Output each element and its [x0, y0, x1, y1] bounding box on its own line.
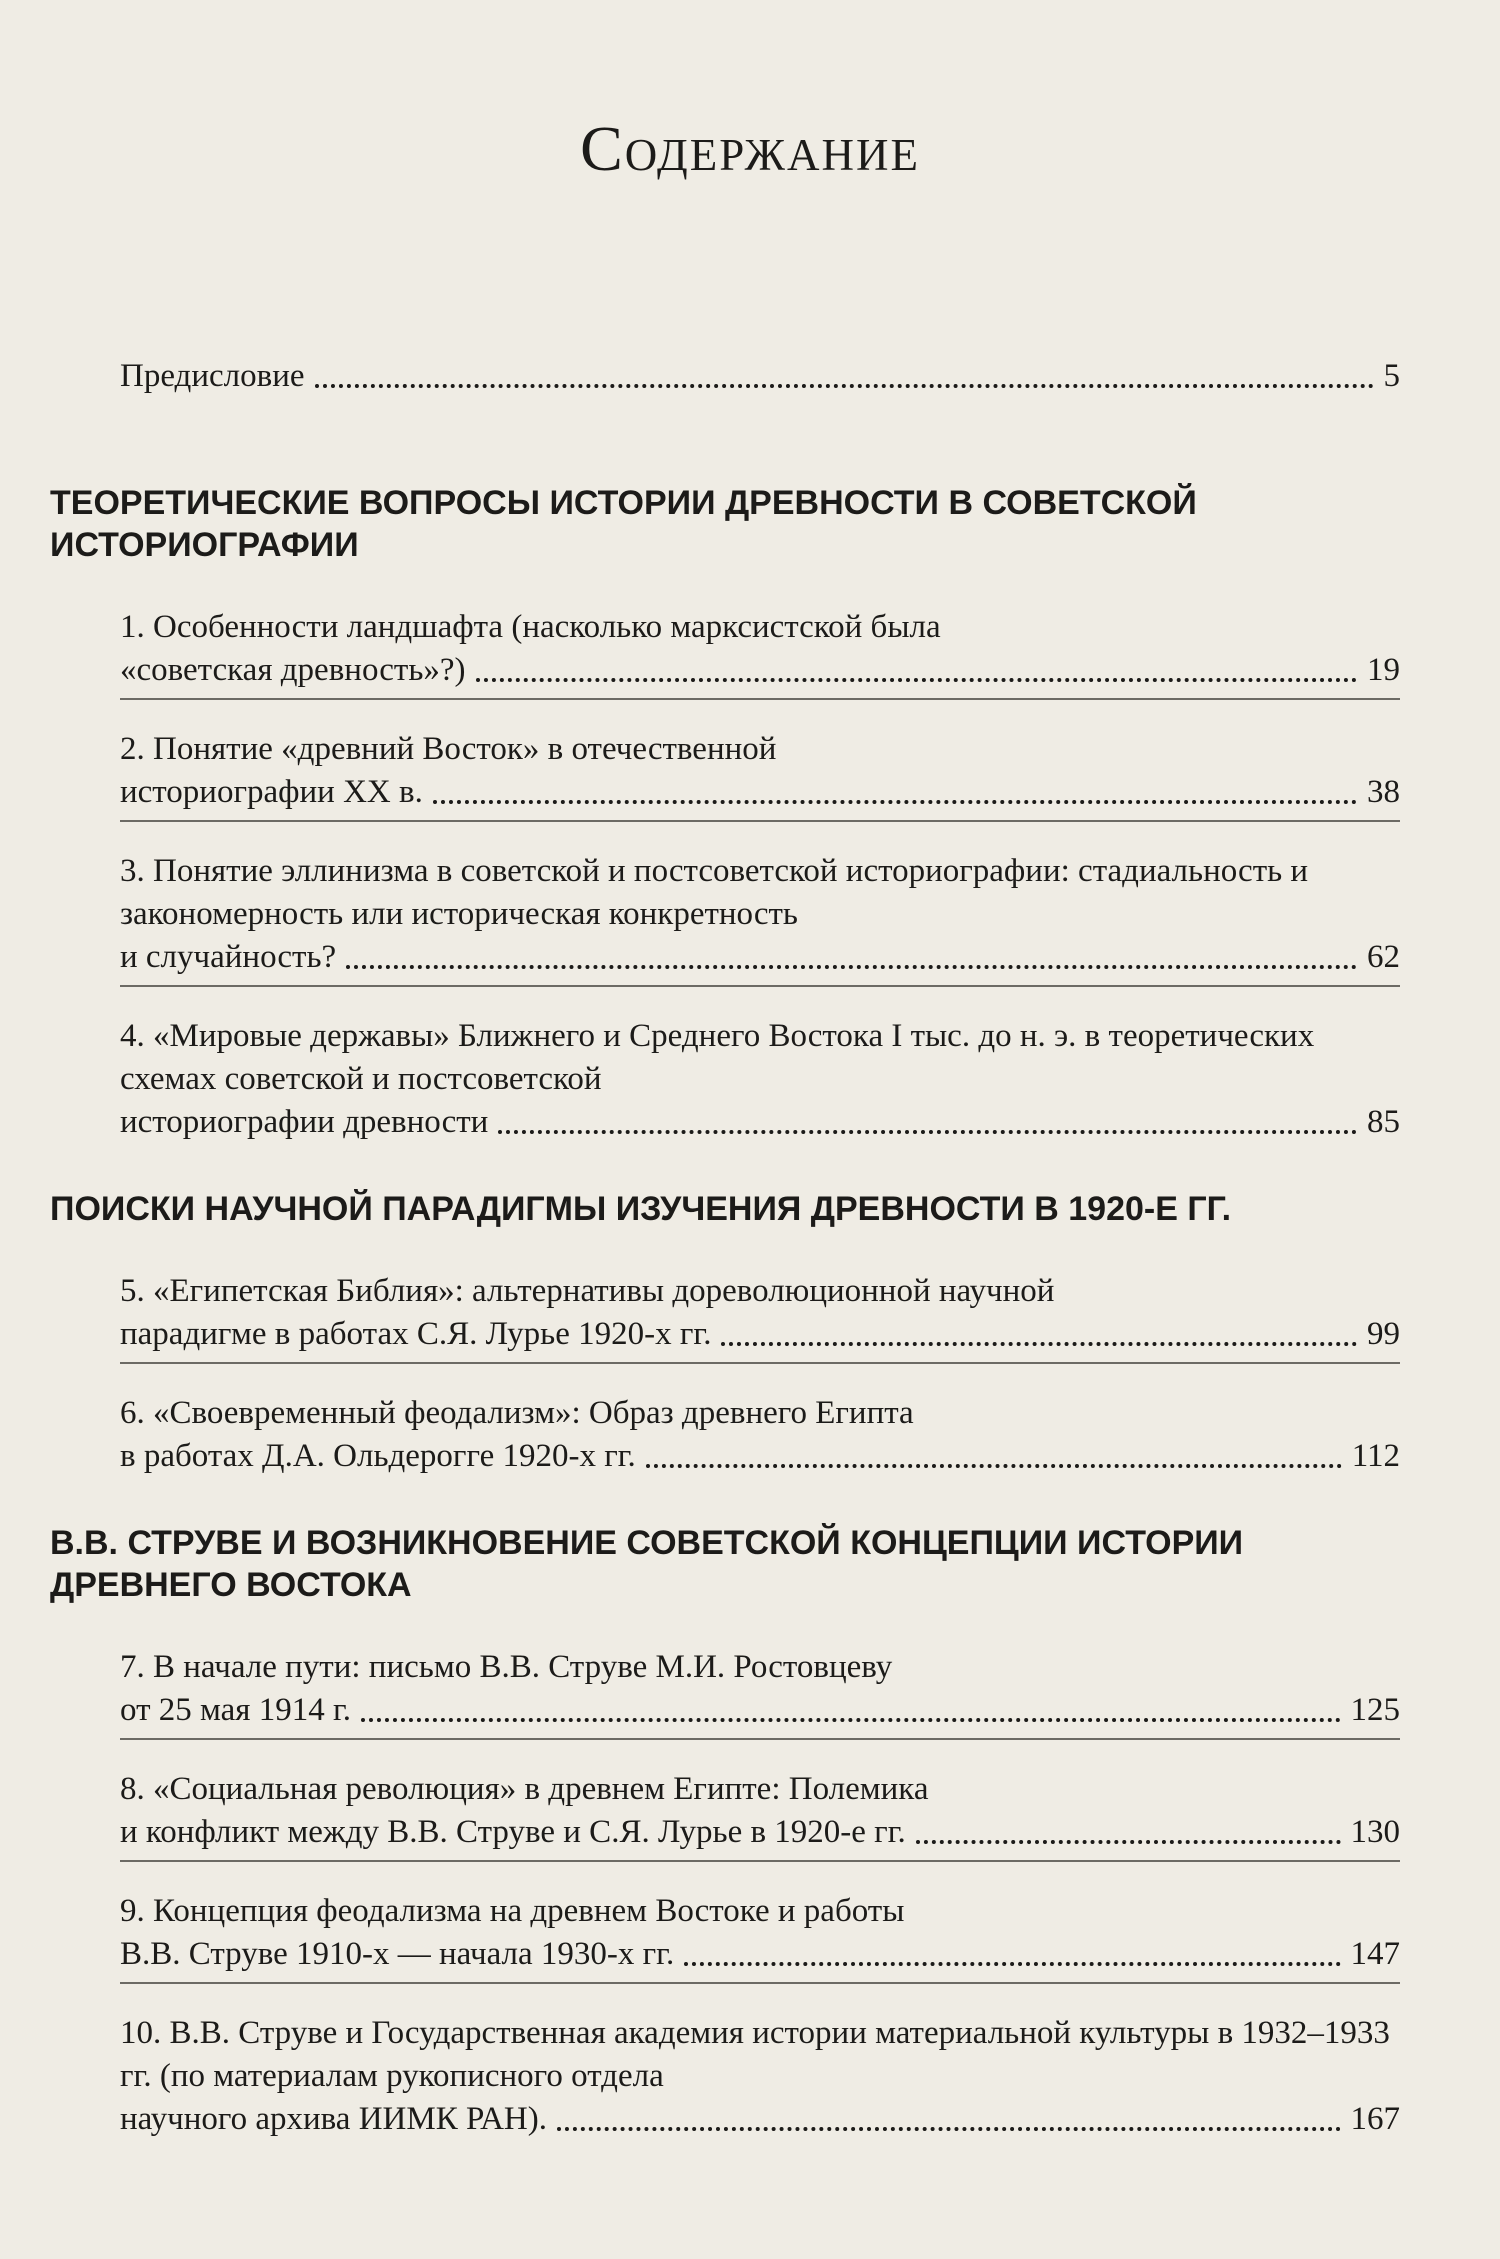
toc-entry [50, 1270, 1400, 1356]
dot-leader [433, 800, 1357, 804]
toc-section-heading: В.В. СТРУВЕ И ВОЗНИКНОВЕНИЕ СОВЕТСКОЙ КОНЦЕПЦИИ ИСТОРИИ ДРЕВНЕГО ВОСТОКА [50, 1524, 1244, 1604]
divider [120, 820, 1400, 822]
toc-page-number: 38 [1367, 774, 1400, 810]
toc-entry-text-last: от 25 мая 1914 г. [120, 1692, 352, 1728]
toc-entry-text: 5. «Египетская Библия»: альтернативы дореволюционной научной [120, 1273, 1055, 1309]
dot-leader [557, 2127, 1340, 2131]
toc-entry-text-last: парадигме в работах С.Я. Лурье 1920-х гг. [120, 1316, 712, 1352]
toc-page-number: 130 [1350, 1814, 1400, 1850]
toc-entry-text: 2. Понятие «древний Восток» в отечественной [120, 731, 777, 767]
toc-page-number: 147 [1350, 1936, 1400, 1972]
toc-section-heading: ПОИСКИ НАУЧНОЙ ПАРАДИГМЫ ИЗУЧЕНИЯ ДРЕВНОСТИ В 1920-Е ГГ. [50, 1190, 1232, 1228]
toc-entry [50, 1646, 1400, 1732]
toc-page-number: 167 [1350, 2101, 1400, 2137]
dot-leader [916, 1840, 1341, 1844]
toc-entry-text: 6. «Своевременный феодализм»: Образ древнего Египта [120, 1395, 914, 1431]
divider [120, 1738, 1400, 1740]
toc-entry [50, 1890, 1400, 1976]
toc-entry-text-last: и конфликт между В.В. Струве и С.Я. Лурье в 1920-е гг. [120, 1814, 906, 1850]
dot-leader [684, 1962, 1340, 1966]
toc-entry-text: 7. В начале пути: письмо В.В. Струве М.И. Ростовцеву [120, 1649, 893, 1685]
toc-entry-text: 3. Понятие эллинизма в советской и постсоветской историографии: стадиальность и закономерность или историческая конкретность [120, 853, 1309, 932]
dot-leader [361, 1718, 1340, 1722]
toc-entry [50, 606, 1400, 692]
toc-entry-text: 9. Концепция феодализма на древнем Востоке и работы [120, 1893, 905, 1929]
divider [120, 1860, 1400, 1862]
toc-entry [50, 1015, 1400, 1144]
toc-page-number: 99 [1367, 1316, 1400, 1352]
toc-entry-preface [50, 355, 1400, 398]
toc-entry-text-last: и случайность? [120, 939, 337, 975]
divider [120, 1982, 1400, 1984]
dot-leader [315, 384, 1374, 388]
toc-page-number: 5 [1383, 358, 1400, 394]
toc-section-heading: ТЕОРЕТИЧЕСКИЕ ВОПРОСЫ ИСТОРИИ ДРЕВНОСТИ В СОВЕТСКОЙ ИСТОРИОГРАФИИ [50, 484, 1197, 564]
toc-entry-title: Предисловие [120, 358, 305, 394]
divider [120, 1362, 1400, 1364]
dot-leader [346, 965, 1357, 969]
toc-entry [50, 1392, 1400, 1478]
divider [120, 985, 1400, 987]
toc-entry-text: 10. В.В. Струве и Государственная академия истории материальной культуры в 1932–1933 гг. (по материалам рукописного отдела [120, 2015, 1390, 2094]
toc-entry-text-last: В.В. Струве 1910-х — начала 1930-х гг. [120, 1936, 675, 1972]
dot-leader [476, 678, 1357, 682]
toc-entry [50, 728, 1400, 814]
toc-page-number: 112 [1351, 1438, 1400, 1474]
page-title: Содержание [580, 113, 920, 184]
toc-entry-text-last: «советская древность»?) [120, 652, 466, 688]
toc-page-number: 19 [1367, 652, 1400, 688]
toc-entry [50, 850, 1400, 979]
toc-entry [50, 2012, 1400, 2141]
toc-page-number: 62 [1367, 939, 1400, 975]
toc-entry-text-last: научного архива ИИМК РАН). [120, 2101, 548, 2137]
dot-leader [498, 1130, 1357, 1134]
toc-page-number: 85 [1367, 1104, 1400, 1140]
toc-entry-text: 4. «Мировые державы» Ближнего и Среднего Востока I тыс. до н. э. в теоретических схемах советской и постсоветской [120, 1018, 1315, 1097]
toc-entry-text: 1. Особенности ландшафта (насколько марксистской была [120, 609, 941, 645]
toc-entry-text: 8. «Социальная революция» в древнем Египте: Полемика [120, 1771, 929, 1807]
dot-leader [721, 1342, 1357, 1346]
divider [120, 698, 1400, 700]
toc-entry [50, 1768, 1400, 1854]
toc-entry-text-last: историографии древности [120, 1104, 489, 1140]
dot-leader [646, 1464, 1342, 1468]
toc-page-number: 125 [1350, 1692, 1400, 1728]
table-of-contents [50, 355, 1400, 2169]
toc-entry-text-last: в работах Д.А. Ольдерогге 1920-х гг. [120, 1438, 636, 1474]
toc-entry-text-last: историографии XX в. [120, 774, 423, 810]
